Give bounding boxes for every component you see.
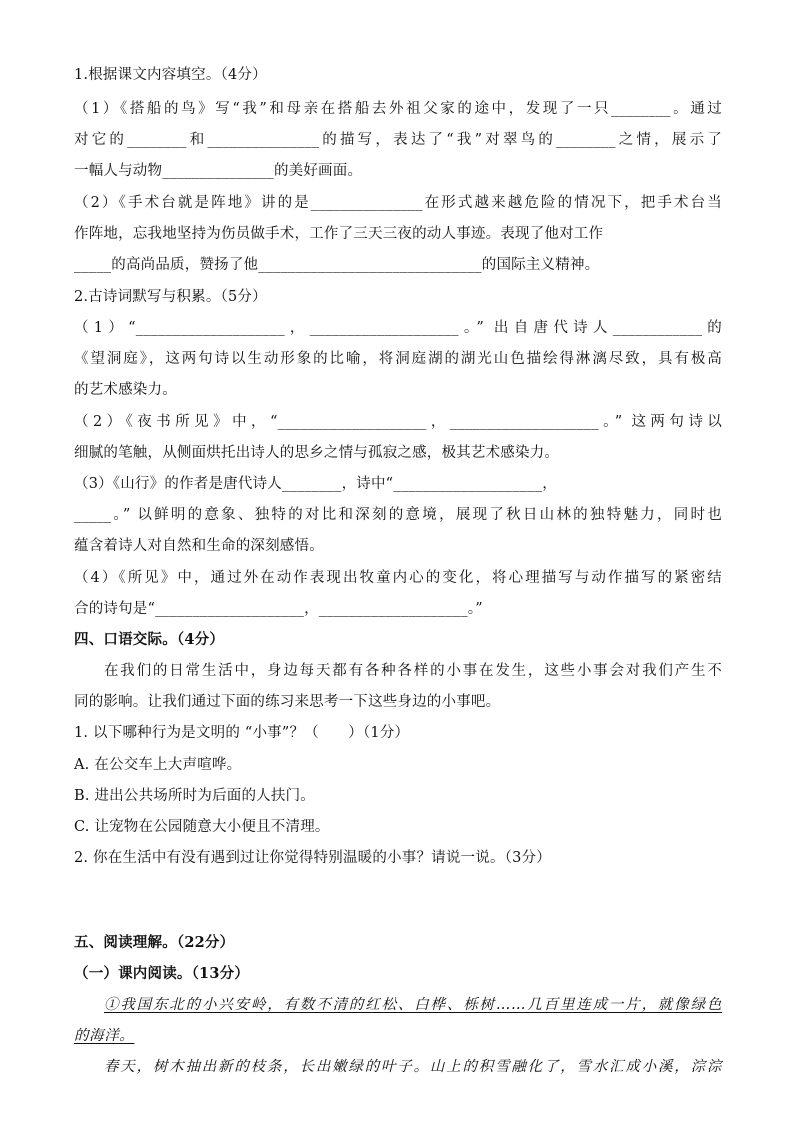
- question-2-3-line-1: （3）《山行》的作者是唐代诗人________，诗中“____________________，: [74, 476, 557, 492]
- question-1-2-line-3: _____的高尚品质，赞扬了他______________________________的国际主义精神。: [74, 257, 600, 273]
- option-b: B. 进出公共场所时为后面的人扶门。: [74, 788, 315, 804]
- section-4-question-1: 1. 以下哪种行为是文明的 “小事”？（ ）（1分）: [74, 725, 410, 741]
- question-2-2-line-2: 细腻的笔触，从侧面烘托出诗人的思乡之情与孤寂之感，极其艺术感染力。: [74, 445, 560, 461]
- section-4-intro-line-2: 同的影响。让我们通过下面的练习来思考一下这些身边的小事吧。: [74, 694, 501, 710]
- option-a: A. 在公交车上大声喧哗。: [74, 757, 242, 773]
- question-2-1-line-2: 《望洞庭》，这两句诗以生动形象的比喻，将洞庭湖的湖光山色描绘得淋漓尽致，具有极高: [74, 351, 722, 367]
- section-4-question-2: 2. 你在生活中有没有遇到过让你觉得特别温暖的小事？请说一说。（3分）: [74, 850, 551, 866]
- question-2-4-line-1: （4）《所见》中，通过外在动作表现出牧童内心的变化，将心理描写与动作描写的紧密结: [74, 570, 722, 586]
- question-2-3-line-3: 蕴含着诗人对自然和生命的深刻感悟。: [74, 538, 324, 554]
- question-1-2-line-1: （2）《手术台就是阵地》讲的是_______________在形式越来越危险的情况下，把手术台当: [74, 195, 722, 211]
- question-2-2-line-1: （2）《夜书所见》中，“____________________，____________________。” 这两句诗以: [74, 414, 722, 430]
- reading-paragraph-1-line-2: 的海洋。: [74, 1028, 135, 1044]
- question-1-1-line-1: （1）《搭船的鸟》写“我”和母亲在搭船去外祖父家的途中，发现了一只________。通过: [74, 101, 722, 117]
- question-2-4-line-2: 合的诗句是“____________________，____________________。”: [74, 601, 483, 617]
- question-1-2-line-2: 作阵地，忘我地坚持为伤员做手术，工作了三天三夜的动人事迹。表现了他对工作: [74, 226, 604, 242]
- section-4-heading: 四、口语交际。（4分）: [74, 631, 225, 648]
- option-c: C. 让宠物在公园随意大小便且不清理。: [74, 819, 330, 835]
- question-2-1-line-1: （1）“____________________，____________________。” 出自唐代诗人____________的: [74, 320, 722, 336]
- section-5-heading: 五、阅读理解。（22分）: [74, 934, 235, 951]
- question-1-heading: 1.根据课文内容填空。（4分）: [74, 67, 267, 83]
- reading-paragraph-1-line-1: ①我国东北的小兴安岭，有数不清的红松、白桦、栎树……几百里连成一片，就像绿色: [104, 997, 722, 1013]
- reading-paragraph-2-line-1: 春天，树木抽出新的枝条，长出嫩绿的叶子。山上的积雪融化了，雪水汇成小溪，淙淙: [104, 1059, 722, 1075]
- question-2-1-line-3: 的艺术感染力。: [74, 382, 177, 398]
- question-1-1-line-3: 一幅人与动物_______________的美好画面。: [74, 163, 363, 179]
- question-1-1-line-2: 对它的________和_______________的描写，表达了“我”对翠鸟的________之情，展示了: [74, 132, 722, 148]
- question-2-3-line-2: _____。” 以鲜明的意象、独特的对比和深刻的意境，展现了秋日山林的独特魅力，同时也: [74, 507, 722, 523]
- section-4-intro-line-1: 在我们的日常生活中，身边每天都有各种各样的小事在发生，这些小事会对我们产生不: [104, 663, 722, 679]
- subsection-1-heading: （一）课内阅读。（13分）: [74, 965, 250, 982]
- question-2-heading: 2.古诗词默写与积累。（5分）: [74, 289, 267, 305]
